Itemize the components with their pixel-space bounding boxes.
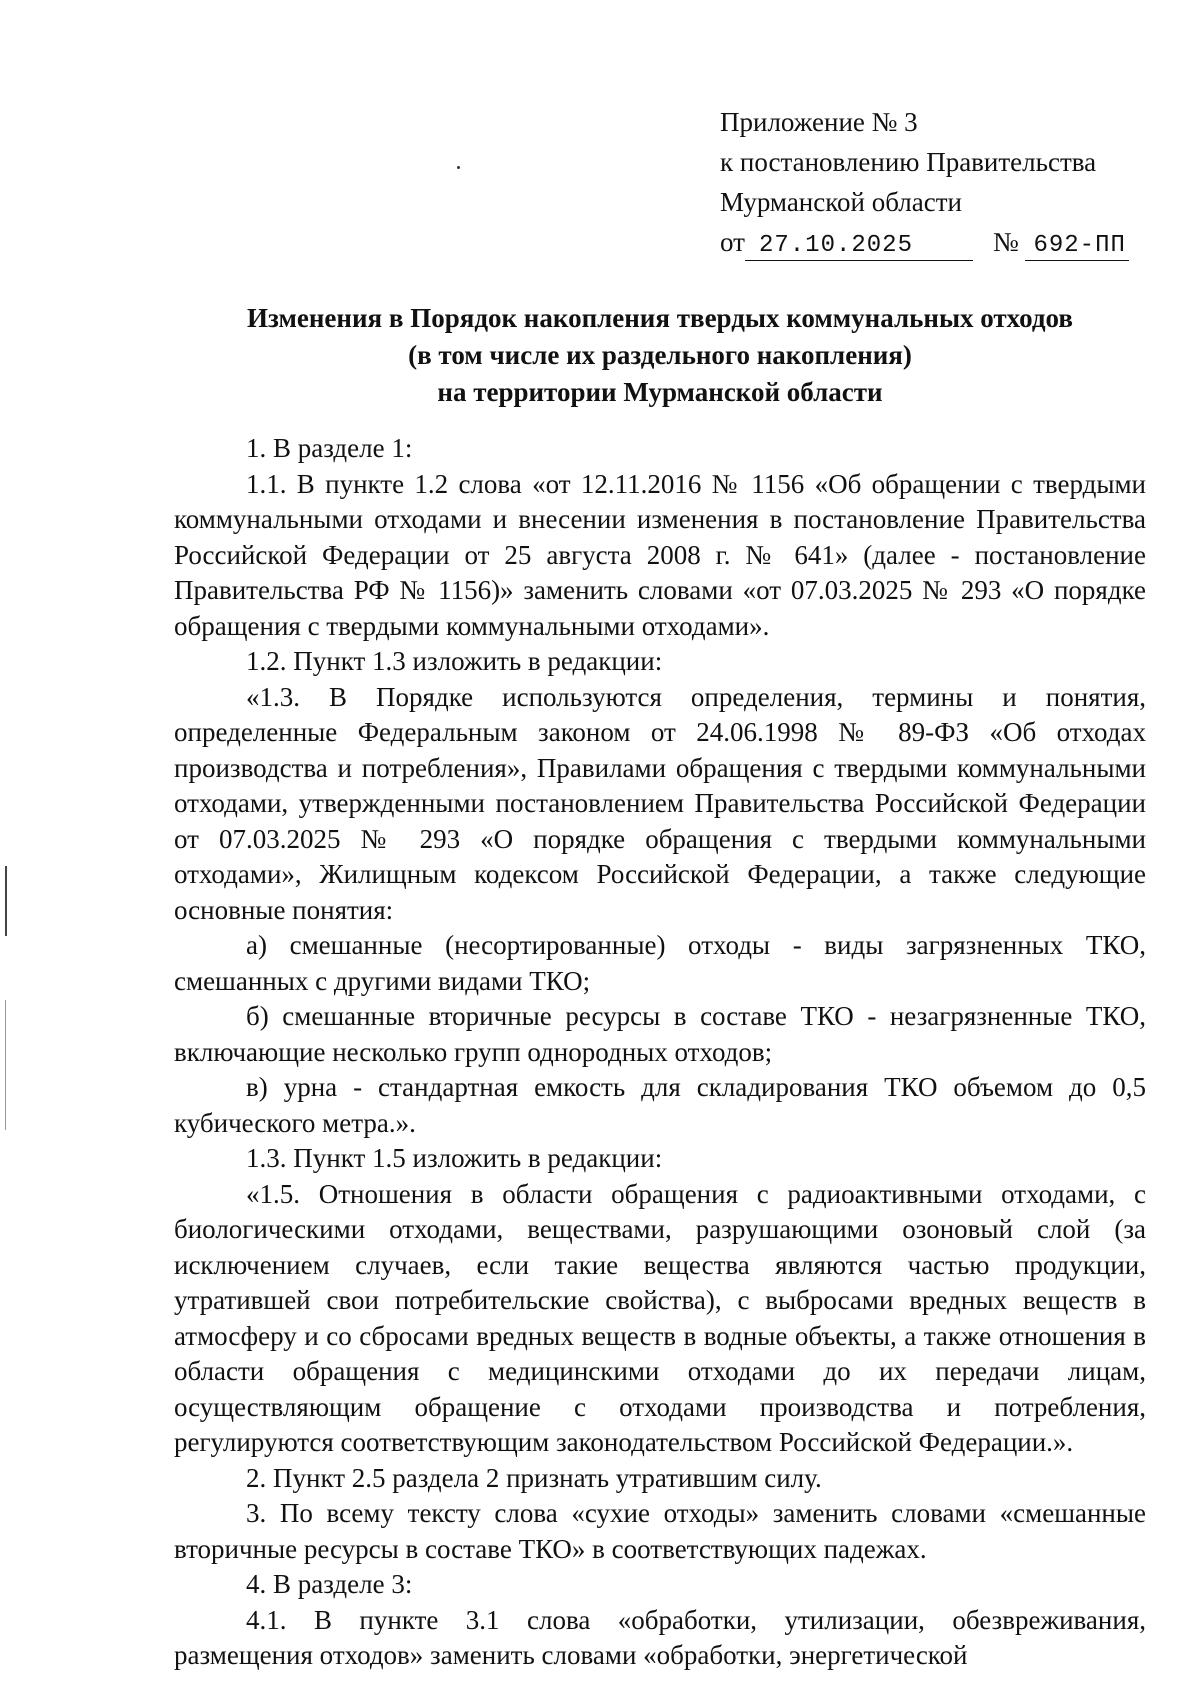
- appendix-block: [720, 102, 1129, 262]
- body-paragraph: а) смешанные (несортированные) отходы - виды загрязненных ТКО, смешанных с другими видами ТКО;: [174, 930, 1146, 996]
- resolution-date: 27.10.2025: [745, 232, 973, 261]
- scan-edge-mark: [5, 866, 7, 936]
- date-prefix: от: [720, 227, 745, 257]
- body-paragraph: 4. В разделе 3:: [246, 1569, 413, 1599]
- body-paragraph: 1.1. В пункте 1.2 слова «от 12.11.2016 № 1156 «Об обращении с твердыми коммунальными отходами и внесении изменения в постановление Правительства Российской Федерации от 25 августа 2008 г. № 641» (далее - постановление Правительства РФ № 1156)» заменить словами «от 07.03.2025 № 293 «О порядке обращения с твердыми коммунальными отходами».: [174, 468, 1146, 641]
- body-paragraph: 4.1. В пункте 3.1 слова «обработки, утилизации, обезвреживания, размещения отходов» заменить словами «обработки, энергетической: [174, 1604, 1146, 1670]
- body-paragraph: 1.2. Пункт 1.3 изложить в редакции:: [246, 646, 663, 676]
- body-paragraph: 3. По всему тексту слова «сухие отходы» заменить словами «смешанные вторичные ресурсы в составе ТКО» в соответствующих падежах.: [174, 1498, 1146, 1564]
- resolution-number: 692-ПП: [1025, 232, 1129, 261]
- number-prefix: №: [992, 227, 1019, 257]
- body-paragraph: 2. Пункт 2.5 раздела 2 признать утратившим силу.: [246, 1462, 822, 1493]
- appendix-line: Приложение № 3: [720, 107, 918, 137]
- appendix-line: к постановлению Правительства: [720, 147, 1097, 177]
- scan-edge-mark: [5, 1000, 6, 1130]
- body-paragraph: б) смешанные вторичные ресурсы в составе ТКО - незагрязненные ТКО, включающие несколько групп однородных отходов;: [174, 1001, 1146, 1067]
- title-line: (в том числе их раздельного накопления): [408, 340, 912, 370]
- title-line: на территории Мурманской области: [437, 377, 883, 407]
- scan-speck: [457, 166, 460, 169]
- body-paragraph: «1.5. Отношения в области обращения с радиоактивными отходами, с биологическими отходами, веществами, разрушающими озоновый слой (за исключением случаев, если такие вещества являются частью продукции, утратившей свои потребительские свойства), с выбросами вредных веществ в атмосферу и со сбросами вредных веществ в водные объекты, а также отношения в области обращения с медицинскими отходами до их передачи лицам, осуществляющим обращение с отходами производства и потребления, регулируются соответствующим законодательством Российской Федерации.».: [174, 1178, 1146, 1457]
- appendix-date-line: [720, 222, 1129, 262]
- body-paragraph: «1.3. В Порядке используются определения, термины и понятия, определенные Федеральным законом от 24.06.1998 № 89-ФЗ «Об отходах производства и потребления», Правилами обращения с твердыми коммунальными отходами, утвержденными постановлением Правительства Российской Федерации от 07.03.2025 № 293 «О порядке обращения с твердыми коммунальными отходами», Жилищным кодексом Российской Федерации, а также следующие основные понятия:: [174, 681, 1146, 925]
- body-paragraph: 1. В разделе 1:: [246, 433, 413, 463]
- body-paragraph: в) урна - стандартная емкость для складирования ТКО объемом до 0,5 кубического метра.».: [174, 1072, 1146, 1138]
- body-paragraph: 1.3. Пункт 1.5 изложить в редакции:: [246, 1143, 663, 1173]
- title-line: Изменения в Порядок накопления твердых коммунальных отходов: [247, 303, 1073, 333]
- appendix-line: Мурманской области: [720, 187, 962, 217]
- document-body: [174, 431, 1146, 1674]
- document-title: [172, 300, 1148, 411]
